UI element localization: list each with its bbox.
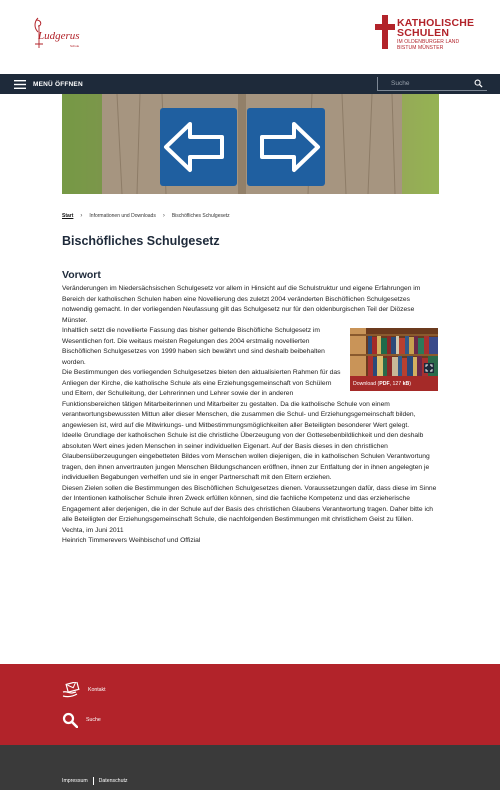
contact-link[interactable]: [62, 682, 106, 698]
footer-links: [0, 664, 500, 745]
signature-line: Heinrich Timmerevers Weihbischof und Offizial: [62, 537, 201, 544]
paragraph-3: Die Bestimmungen des vorliegenden Schulgesetzes bieten den aktualisierten Rahmen für das Anliegen der Kirche, die katholische Schule als eine Erziehungsgemeinschaft von Schülern und Eltern, der Schulleitung, der Lehrerinnen und Lehrer sowie der in anderen Funktionsbereichen tätigen Mitarbeiterinnen und Mitarbeiter zu gestalten. Da die katholische Schule von einem verantwortungsbewussten Mittun aller dieser Menschen, die zusammen die Schul- und Erziehungsgemeinschaft bilden, angewiesen ist, wird auf die Mitwirkungs- und Mitbestimmungsmöglichkeiten aller Beteiligten besonderer Wert gelegt.: [62, 369, 416, 429]
footer-search-link[interactable]: [62, 712, 101, 728]
ludgerus-logo-text: Ludgerus: [38, 30, 80, 42]
date-line: Vechta, im Juni 2011: [62, 526, 124, 534]
ludgerus-logo-subtitle: Schule: [70, 44, 80, 48]
logo-line-2: SCHULEN: [397, 27, 450, 39]
katholische-schulen-logo[interactable]: [375, 15, 475, 51]
breadcrumb-start[interactable]: Start: [62, 213, 74, 219]
breadcrumb: [62, 212, 438, 220]
chevron-right-icon: ›: [80, 213, 83, 219]
menu-open-label: MENÜ ÖFFNEN: [33, 80, 83, 88]
download-caption[interactable]: [353, 379, 411, 390]
download-size: , 127: [389, 381, 403, 387]
download-size-unit: kB: [402, 381, 410, 387]
search-bar: [377, 77, 487, 91]
legal-links: [62, 777, 128, 785]
download-suffix: ): [409, 381, 411, 387]
paragraph-5: Diesen Zielen sollen die Bestimmungen des Bischöflichen Schulgesetzes dienen. Voraussetzungen dafür, dass diese im Sinne der Intentionen katholischer Schule ihren Zweck erfüllen können, sind die fachliche Kompetenz und das erzieherische Engagement aller derjenigen, die in der Schule auf der Basis des christlichen Glaubens Verantwortung tragen. Daher bitte ich alle Beteiligten der Erziehungsgemeinschaft Schule, die nachfolgenden Bestimmungen mit christlichem Geist zu füllen.: [62, 484, 437, 523]
page-title: Bischöfliches Schulgesetz: [62, 234, 220, 248]
download-card[interactable]: [350, 328, 438, 391]
paragraph-2: Inhaltlich setzt die novellierte Fassung das bisher geltende Bischöfliche Schulgesetz im Wesentlichen fort. Die weitaus meisten Regelungen des 2004 erstmalig novellierten Bischöflichen Schulgesetzes von 1999 haben sich bewährt und sind deshalb beibehalten worden.: [62, 327, 325, 366]
logo-line-4: BISTUM MÜNSTER: [397, 44, 444, 51]
paragraph-4: Ideelle Grundlage der katholischen Schule ist die christliche Überzeugung von der Gottesebenbildlichkeit und den deshalb absoluten Wert eines jeden Menschen in seiner individuellen Eigenart. Auf der Basis dieses in den christlichen Glaubensüberzeugungen eingebetteten Bildes vom Menschen wollen diejenigen, die in katholischen Schulen Verantwortung tragen, den ihnen anvertrauten jungen Menschen Bildungschancen eröffnen, ihnen zur Entfaltung der in ihnen angelegten je individuellen Begabungen verhelfen und sie in enger Partnerschaft mit den Eltern erziehen.: [62, 432, 430, 481]
footer-search-label: Suche: [86, 717, 101, 723]
download-prefix: Download (: [353, 381, 380, 387]
zoom-icon[interactable]: [424, 363, 434, 373]
arrow-signs-image: [62, 94, 439, 194]
breadcrumb-informationen[interactable]: Informationen und Downloads: [89, 213, 156, 219]
red-cross-icon: [375, 15, 395, 49]
search-icon[interactable]: [474, 79, 483, 88]
breadcrumb-current: Bischöfliches Schulgesetz: [171, 213, 230, 219]
hamburger-icon: [14, 80, 26, 89]
mail-hand-icon: [62, 682, 80, 698]
section-title: Vorwort: [62, 269, 101, 281]
chevron-right-icon: ›: [162, 213, 165, 219]
download-format: PDF: [379, 381, 390, 387]
logo-line-1: KATHOLISCHE: [397, 17, 475, 29]
legal-divider: [93, 777, 94, 785]
menu-open-button[interactable]: [14, 74, 83, 94]
article-body: [62, 284, 438, 547]
search-icon: [62, 712, 78, 728]
main-navbar: [0, 74, 500, 94]
ludgerus-logo[interactable]: [30, 14, 92, 52]
privacy-link[interactable]: Datenschutz: [98, 778, 128, 784]
contact-label: Kontakt: [88, 687, 106, 693]
hero-image: [62, 94, 439, 194]
footer-legal: [0, 745, 500, 790]
paragraph-1: Veränderungen im Niedersächsischen Schulgesetz vor allem in Hinsicht auf die Schulstruktur und eigene Erfahrungen im Bereich der katholischen Schulen haben eine Novellierung des zuletzt 2004 veränderten Bischöflichen Schulgesetzes notwendig gemacht. In der vorliegenden Neufassung gilt das Schulgesetz nur für den oldenburgischen Teil der Diözese Münster.: [62, 285, 421, 324]
logo-line-3: IM OLDENBURGER LAND: [397, 39, 460, 45]
search-input[interactable]: [391, 80, 477, 87]
site-header: [0, 0, 500, 74]
imprint-link[interactable]: Impressum: [62, 778, 88, 784]
main-content: [62, 212, 438, 544]
